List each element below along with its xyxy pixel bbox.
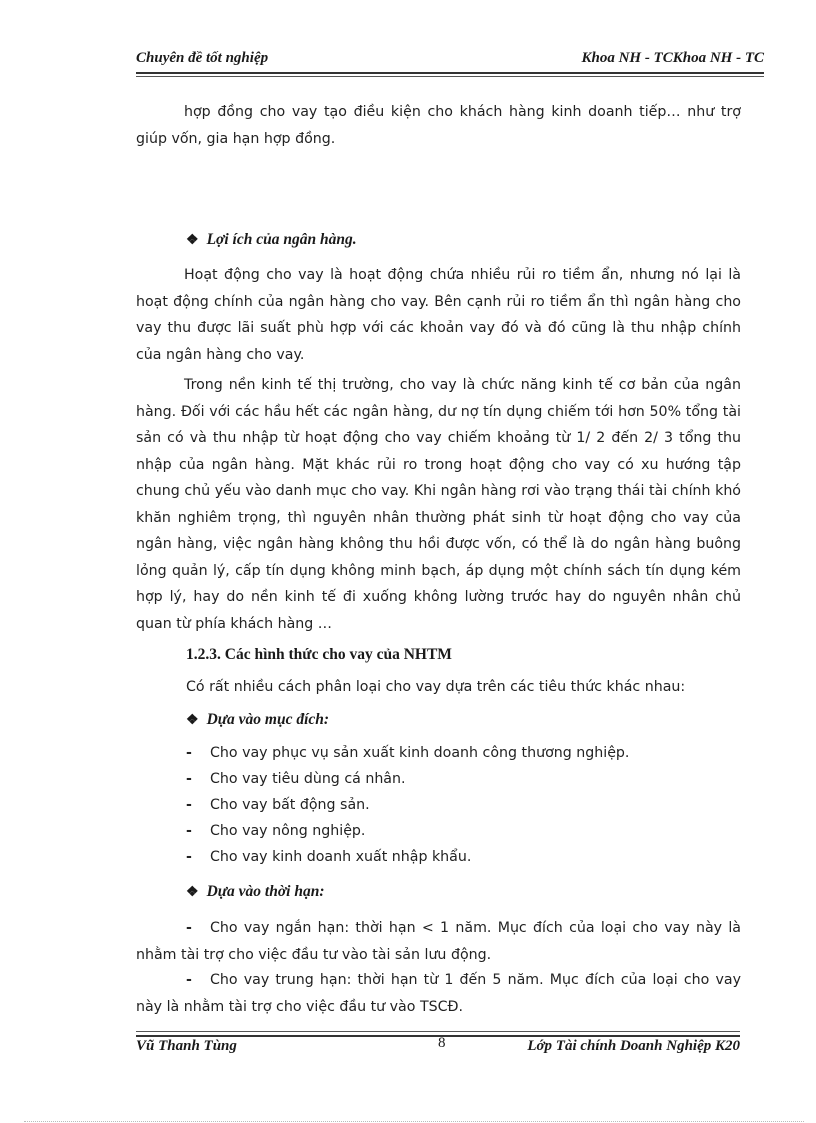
- section-1-2-3-title: 1.2.3. Các hình thức cho vay của NHTM: [186, 646, 452, 663]
- bank-benefit-title: Lợi ích của ngân hàng.: [206, 231, 357, 248]
- bank-benefit-paragraph-1: Hoạt động cho vay là hoạt động chứa nhiều rủi ro tiềm ẩn, nhưng nó lại là hoạt động chính của ngân hàng cho vay. Bên cạnh rủi ro tiềm ẩn thì ngân hàng cho vay thu được lãi suất phù hợp với các khoản vay đó và đó cũng là thu nhập chính của ngân hàng cho vay.: [136, 267, 741, 363]
- page-header: [136, 48, 764, 70]
- dash-bullet: -: [186, 745, 192, 761]
- bank-benefit-heading: [186, 231, 357, 249]
- dash-bullet: -: [186, 849, 192, 865]
- dash-bullet: -: [186, 771, 192, 787]
- page-bottom-dotted-line: [24, 1121, 804, 1122]
- footer-rule-thin: [136, 1031, 740, 1032]
- dash-bullet: -: [186, 972, 192, 988]
- page-footer: [136, 1035, 740, 1060]
- page-number: 8: [438, 1035, 446, 1051]
- continuation-paragraph: hợp đồng cho vay tạo điều kiện cho khách hàng kinh doanh tiếp… như trợ giúp vốn, gia hạn hợp đồng.: [136, 104, 741, 147]
- footer-class: Lớp Tài chính Doanh Nghiệp K20: [527, 1038, 740, 1054]
- diamond-bullet-icon: ❖: [186, 233, 199, 248]
- by-purpose-title: Dựa vào mục đích:: [206, 711, 330, 728]
- by-term-title: Dựa vào thời hạn:: [206, 883, 325, 900]
- list-item: - Cho vay phục vụ sản xuất kinh doanh công thương nghiệp.: [186, 745, 630, 761]
- dash-bullet: -: [186, 823, 192, 839]
- list-item: - Cho vay nông nghiệp.: [186, 823, 366, 839]
- diamond-bullet-icon: ❖: [186, 713, 199, 728]
- dash-bullet: -: [186, 797, 192, 813]
- footer-author: Vũ Thanh Tùng: [136, 1038, 237, 1054]
- header-rule: [136, 72, 764, 74]
- header-title: Chuyên đề tốt nghiệp: [136, 50, 269, 66]
- list-item: - Cho vay kinh doanh xuất nhập khẩu.: [186, 849, 472, 865]
- bank-benefit-paragraph-2: Trong nền kinh tế thị trường, cho vay là chức năng kinh tế cơ bản của ngân hàng. Đối với các hầu hết các ngân hàng, dư nợ tín dụng chiếm tới hơn 50% tổng tài sản có và thu nhập từ hoạt động cho vay chiếm khoảng từ 1/ 2 đến 2/ 3 tổng thu nhập của ngân hàng. Mặt khác rủi ro trong hoạt động cho vay có xu hướng tập chung chủ yếu vào danh mục cho vay. Khi ngân hàng rơi vào trạng thái tài chính khó khăn nghiêm trọng, thì nguyên nhân thường phát sinh từ hoạt động cho vay của ngân hàng, việc ngân hàng không thu hồi được vốn, có thể là do ngân hàng buông lỏng quản lý, cấp tín dụng không minh bạch, áp dụng một chính sách tín dụng kém hợp lý, hay do nền kinh tế đi xuống không lường trước hay do nguyên nhân chủ quan từ phía khách hàng …: [136, 377, 741, 632]
- list-item: - Cho vay bất động sản.: [186, 797, 370, 813]
- header-rule-thin: [136, 76, 764, 77]
- diamond-bullet-icon: ❖: [186, 885, 199, 900]
- section-1-2-3-intro: Có rất nhiều cách phân loại cho vay dựa trên các tiêu thức khác nhau:: [186, 679, 686, 695]
- list-item: - Cho vay tiêu dùng cá nhân.: [186, 771, 406, 787]
- list-item: - Cho vay ngắn hạn: thời hạn < 1 năm. Mục đích của loại cho vay này là nhằm tài trợ cho việc đầu tư vào tài sản lưu động.: [136, 915, 741, 968]
- dash-bullet: -: [186, 920, 192, 936]
- by-term-heading: [186, 883, 325, 901]
- by-purpose-heading: [186, 711, 329, 729]
- list-item: - Cho vay trung hạn: thời hạn từ 1 đến 5 năm. Mục đích của loại cho vay này là nhằm tài trợ cho việc đầu tư vào TSCĐ.: [136, 967, 741, 1020]
- header-department: Khoa NH - TCKhoa NH - TC: [581, 50, 764, 66]
